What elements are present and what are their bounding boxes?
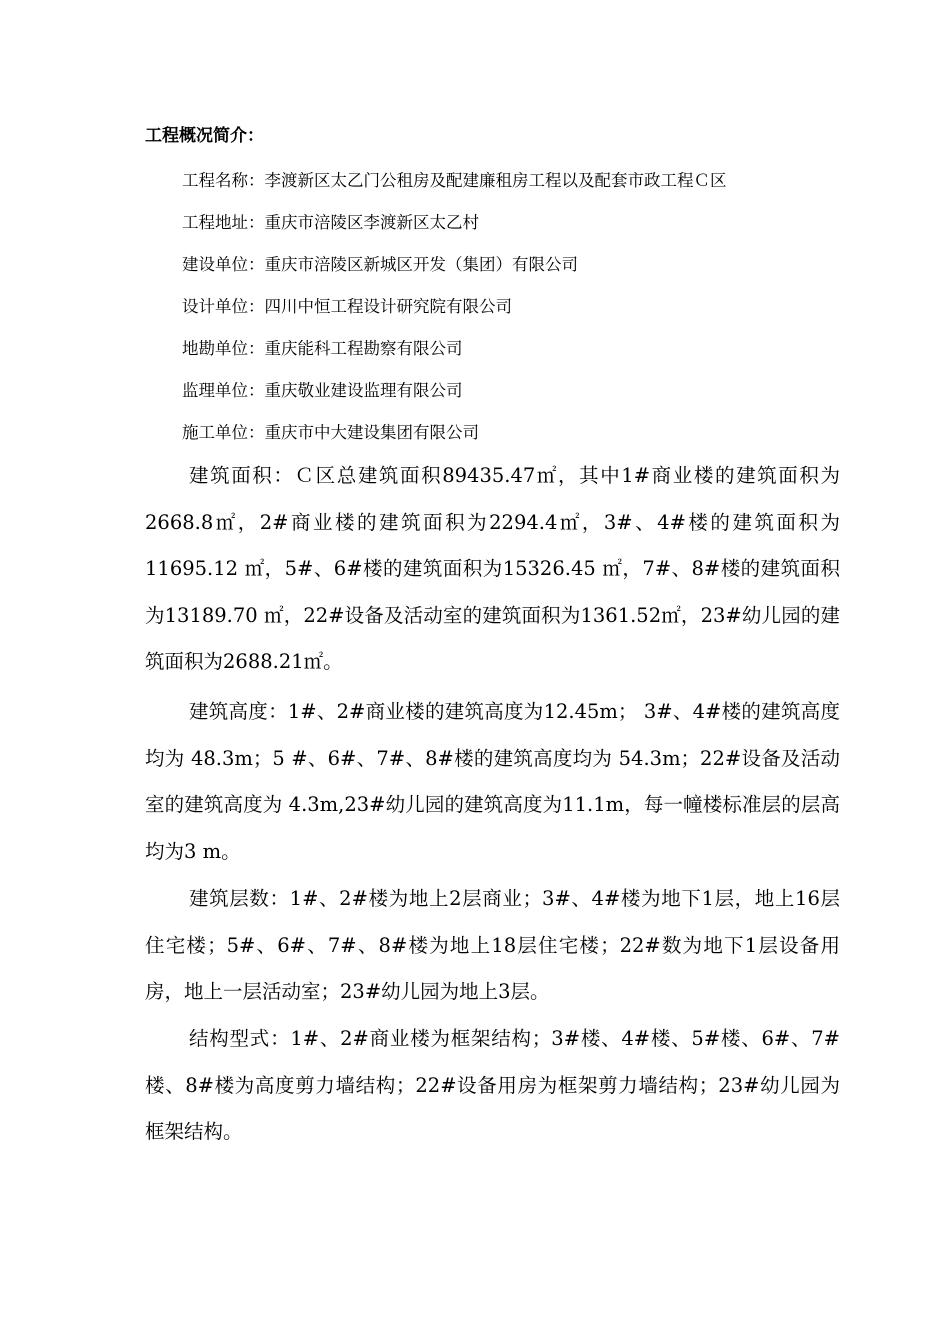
paragraph-structure-type: 结构型式：1#、2#商业楼为框架结构；3#楼、4#楼、5#楼、6#、7#楼、8#楼为高度剪力墙结构；22#设备用房为框架剪力墙结构；23#幼儿园为框架结构。 (145, 1027, 840, 1143)
info-line-project-address: 工程地址：重庆市涪陵区李渡新区太乙村 (182, 213, 479, 232)
info-line-design-unit: 设计单位：四川中恒工程设计研究院有限公司 (182, 297, 512, 316)
paragraph-building-floors: 建筑层数：1#、2#楼为地上2层商业；3#、4#楼为地下1层，地上16层住宅楼；5#、6#、7#、8#楼为地上18层住宅楼；22#数为地下1层设备用房，地上一层活动室；23#幼儿园为地上3层。 (145, 887, 840, 1003)
info-line-project-name: 工程名称：李渡新区太乙门公租房及配建廉租房工程以及配套市政工程Ｃ区 (182, 171, 727, 190)
info-line-supervision-unit: 监理单位：重庆敬业建设监理有限公司 (182, 381, 463, 400)
info-line-contractor-unit: 施工单位：重庆市中大建设集团有限公司 (182, 423, 479, 442)
info-line-construction-unit: 建设单位：重庆市涪陵区新城区开发（集团）有限公司 (182, 255, 578, 274)
section-heading: 工程概况简介： (145, 126, 264, 146)
paragraph-building-area: 建筑面积：Ｃ区总建筑面积89435.47㎡，其中1#商业楼的建筑面积为2668.8㎡，2#商业楼的建筑面积为2294.4㎡，3#、4#楼的建筑面积为11695.12 ㎡，5#、6#楼的建筑面积为15326.45 ㎡，7#、8#楼的建筑面积为13189.70 ㎡，22#设备及活动室的建筑面积为1361.52㎡，23#幼儿园的建筑面积为2688.21㎡。 (145, 464, 840, 673)
paragraph-building-height: 建筑高度：1#、2#商业楼的建筑高度为12.45m； 3#、4#楼的建筑高度均为 48.3m；5 #、6#、7#、8#楼的建筑高度均为 54.3m；22#设备及活动室的建筑高度为 4.3m,23#幼儿园的建筑高度为11.1m，每一幢楼标准层的层高均为3 m。 (145, 700, 840, 863)
info-line-survey-unit: 地勘单位：重庆能科工程勘察有限公司 (182, 339, 463, 358)
